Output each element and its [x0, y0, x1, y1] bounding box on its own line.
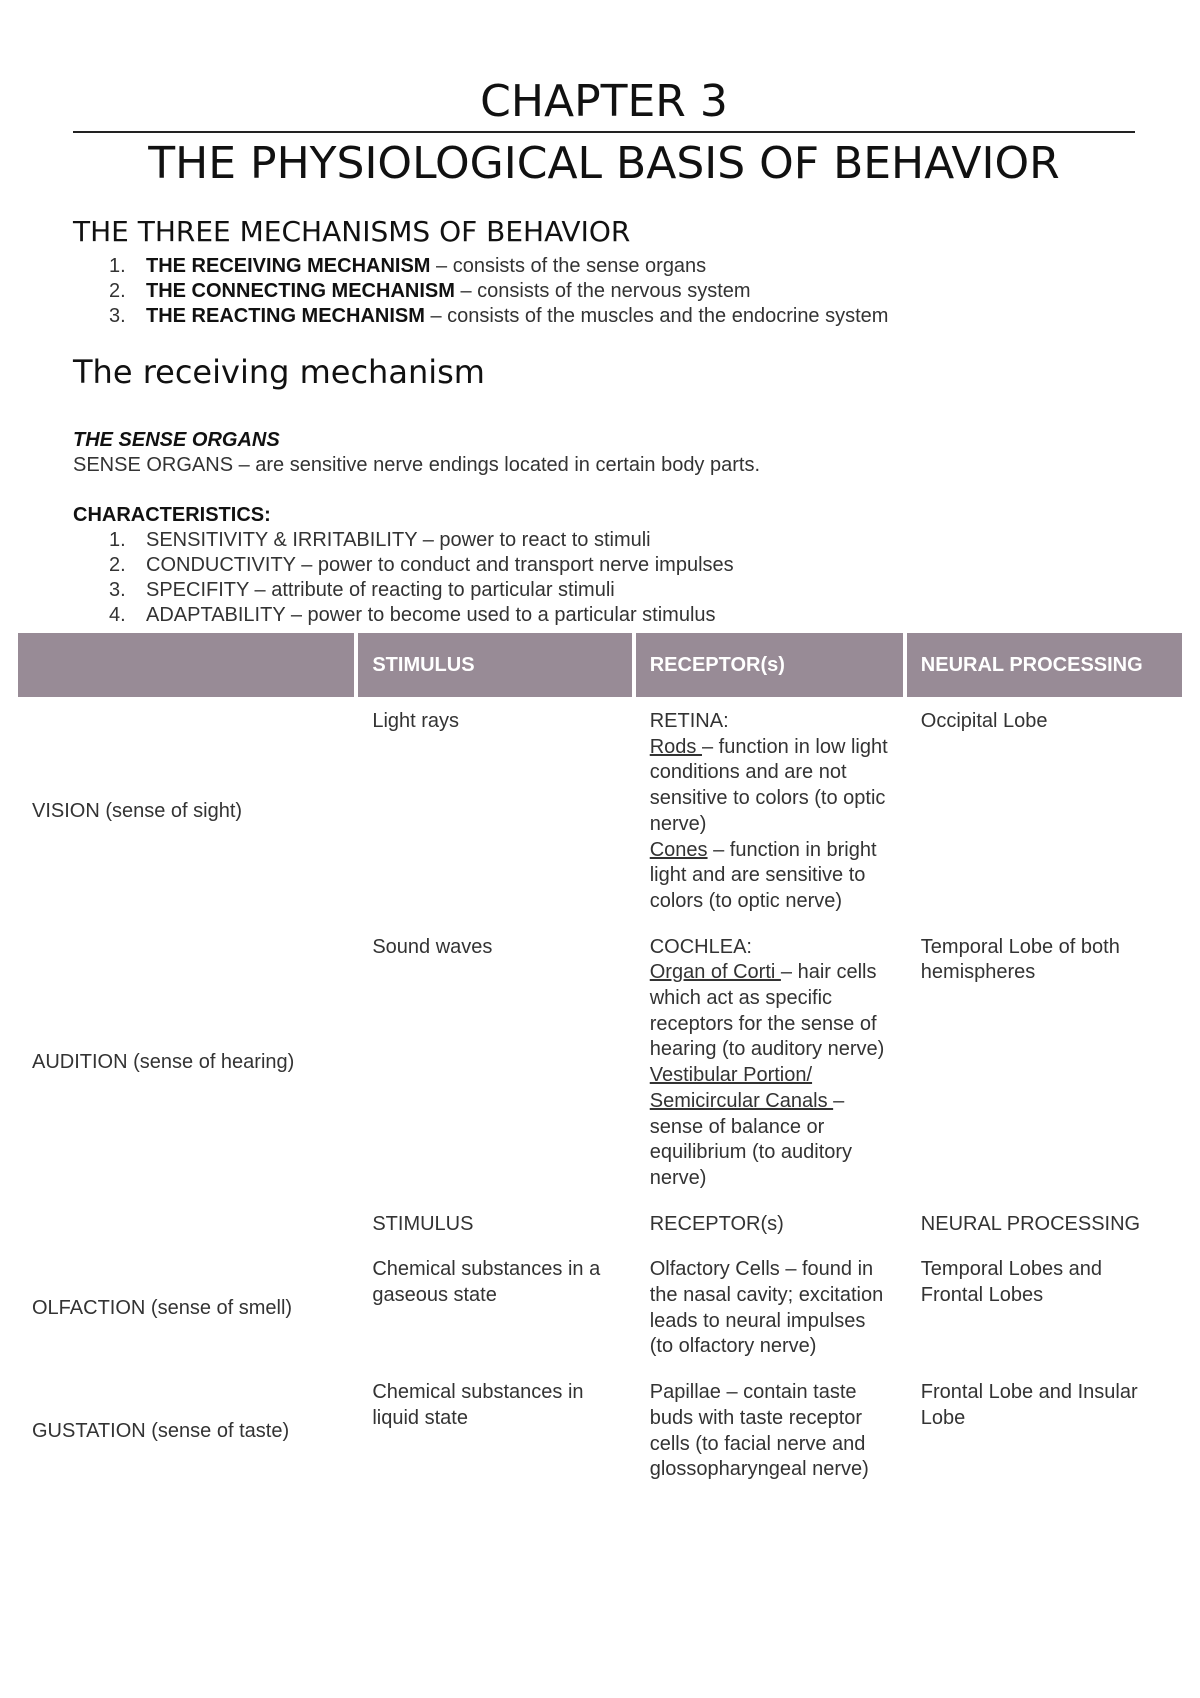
table-row [18, 1368, 1182, 1491]
list-item: 3. THE REACTING MECHANISM – consists of the muscles and the endocrine system [109, 305, 889, 327]
receptor-cell: RETINA: Rods – function in low light conditions and are not sensitive to colors (to optic nerve) Cones – function in bright light and are sensitive to colors (to optic nerve) [649, 710, 888, 912]
list-item: 4. ADAPTABILITY – power to become used to a particular stimulus [109, 604, 716, 626]
title-divider [73, 131, 1135, 133]
receptor-cell: Olfactory Cells – found in the nasal cavity; excitation leads to neural impulses (to olfactory nerve) [649, 1258, 884, 1358]
stimulus-cell: Chemical substances in liquid state [372, 1381, 584, 1429]
stimulus-cell: Sound waves [372, 935, 493, 958]
neural-cell: Temporal Lobe of both hemispheres [920, 935, 1120, 984]
characteristics-label: CHARACTERISTICS: [73, 504, 271, 526]
neural-cell: Frontal Lobe and Insular Lobe [920, 1381, 1138, 1429]
stimulus-cell: Chemical substances in a gaseous state [372, 1258, 601, 1307]
sense-name: GUSTATION (sense of taste) [32, 1419, 290, 1442]
stimulus-cell: STIMULUS [372, 1212, 474, 1235]
chapter-number: CHAPTER 3 [480, 76, 728, 127]
header-receptor: RECEPTOR(s) [636, 633, 903, 697]
sense-name: VISION (sense of sight) [32, 799, 243, 822]
header-neural-processing: NEURAL PROCESSING [907, 633, 1182, 697]
characteristics-list [73, 528, 734, 628]
sense-organs-subheading: THE SENSE ORGANS [73, 429, 280, 451]
receiving-heading: The receiving mechanism [73, 353, 485, 391]
sense-name: OLFACTION (sense of smell) [32, 1296, 293, 1319]
neural-cell: Temporal Lobes and Frontal Lobes [920, 1258, 1103, 1307]
table-row [18, 1200, 1182, 1246]
mechanisms-heading: THE THREE MECHANISMS OF BEHAVIOR [73, 215, 631, 248]
page-title: THE PHYSIOLOGICAL BASIS OF BEHAVIOR [148, 138, 1060, 189]
mechanisms-list [73, 254, 888, 329]
sense-organs-definition: SENSE ORGANS – are sensitive nerve endings located in certain body parts. [73, 454, 761, 476]
neural-cell: Occipital Lobe [920, 710, 1048, 732]
list-item: 2. CONDUCTIVITY – power to conduct and transport nerve impulses [109, 554, 734, 576]
list-item: 1. SENSITIVITY & IRRITABILITY – power to react to stimuli [109, 529, 651, 551]
list-item: 2. THE CONNECTING MECHANISM – consists of the nervous system [109, 280, 751, 302]
sense-name: AUDITION (sense of hearing) [32, 1051, 295, 1074]
stimulus-cell: Light rays [372, 710, 460, 732]
neural-cell: NEURAL PROCESSING [920, 1212, 1141, 1235]
senses-table [14, 633, 1186, 1491]
table-row [18, 1245, 1182, 1368]
table-row [18, 697, 1182, 923]
table-header-row [18, 633, 1182, 697]
receptor-cell: RECEPTOR(s) [649, 1212, 784, 1235]
list-item: 3. SPECIFITY – attribute of reacting to particular stimuli [109, 579, 615, 601]
header-stimulus: STIMULUS [358, 633, 631, 697]
sense-name [18, 1200, 354, 1246]
list-item: 1. THE RECEIVING MECHANISM – consists of the sense organs [109, 255, 707, 277]
receptor-cell: COCHLEA: Organ of Corti – hair cells which act as specific receptors for the sense of hearing (to auditory nerve) Vestibular Portion/ Semicircular Canals – sense of balance or equilibrium (to auditory nerve) [649, 935, 885, 1189]
table-row [18, 923, 1182, 1200]
header-blank [18, 633, 354, 697]
receptor-cell: Papillae – contain taste buds with taste receptor cells (to facial nerve and glossopharyngeal nerve) [649, 1381, 869, 1481]
